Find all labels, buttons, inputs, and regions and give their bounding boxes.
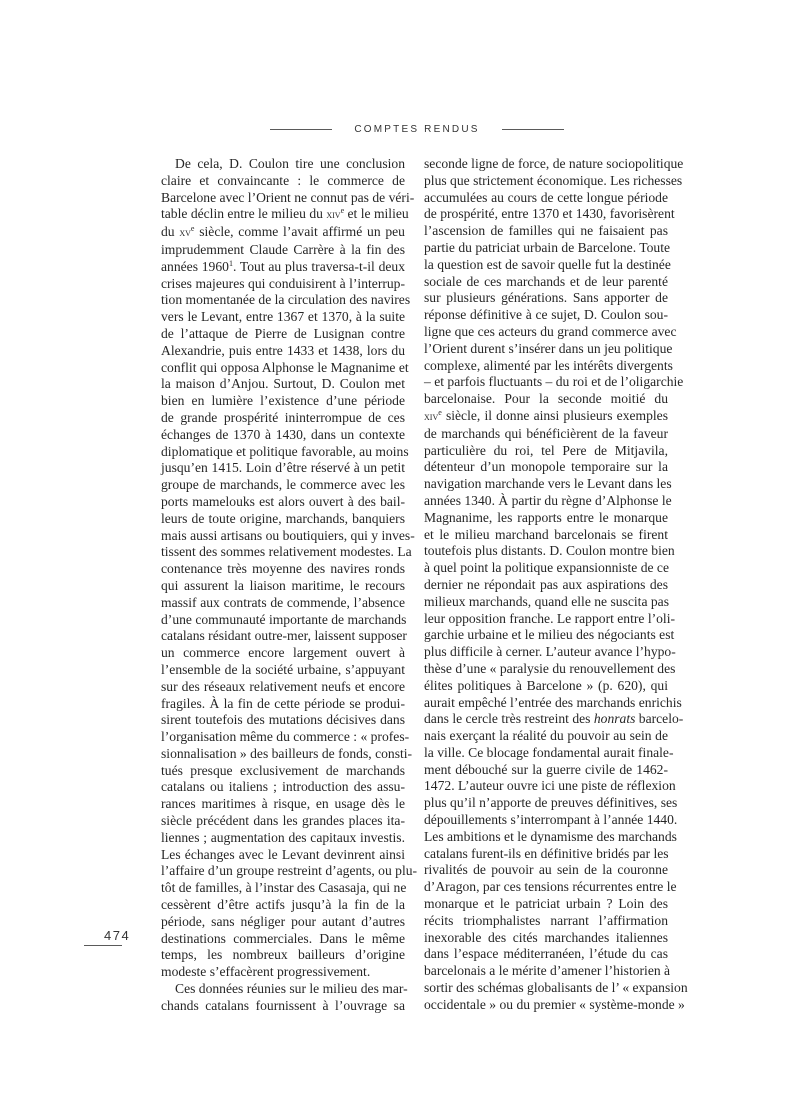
text-line: leur opposition franche. Le rapport entre l’oli- xyxy=(424,610,676,626)
text-line: l’Orient durent s’insérer dans un jeu politique xyxy=(424,340,673,356)
text-line: et le milieu marchand barcelonais se firent xyxy=(424,526,668,542)
text-line: dernier ne répondait pas aux aspirations des xyxy=(424,576,668,592)
text-line: liennes ; augmentation des capitaux investis. xyxy=(161,829,405,845)
text-line: rances maritimes à risque, en usage dès le xyxy=(161,796,405,812)
text-line: nais exerçant la réalité du pouvoir au sein de xyxy=(424,728,668,744)
text-line: sionnalisation » des bailleurs de fonds, consti- xyxy=(161,745,413,761)
text-line: cessèrent d’être actifs jusqu’à la fin de la xyxy=(161,897,405,913)
text-line: rivalités de pouvoir au sein de la couronne xyxy=(424,862,668,878)
text-line: récits triomphalistes narrant l’affirmation xyxy=(424,912,668,928)
text-line: dans le cercle très restreint des honrats barcelo- xyxy=(424,711,684,727)
text-line: chands catalans fournissent à l’ouvrage sa xyxy=(161,997,405,1013)
text-line: milieux marchands, quand elle ne suscita pas xyxy=(424,593,669,609)
text-line: plus que strictement économique. Les richesses xyxy=(424,172,683,188)
text-line: l’organisation même du commerce : « profes- xyxy=(161,729,410,745)
text-line: siècle précédent dans les grandes places ita- xyxy=(161,813,405,829)
text-line: échanges de 1370 à 1430, dans un contexte xyxy=(161,426,405,442)
text-line: De cela, D. Coulon tire une conclusion xyxy=(175,156,405,171)
text-line: élites politiques à Barcelone » (p. 620), qui xyxy=(424,677,668,693)
text-line: réponse définitive à ce sujet, D. Coulon sou- xyxy=(424,307,668,323)
text-line: sortir des schémas globalisants de l’ « expansion xyxy=(424,980,688,996)
text-line: fragiles. À la fin de cette période se produi- xyxy=(161,695,405,711)
text-line: sur des réseaux relativement neufs et encore xyxy=(161,678,405,694)
text-line: modeste s’effacèrent progressivement. xyxy=(161,964,371,980)
text-line: la maison d’Anjou. Surtout, D. Coulon met xyxy=(161,376,405,392)
text-line: navigation marchande vers le Levant dans les xyxy=(424,476,672,492)
text-line: bien en lumière l’existence d’une période xyxy=(161,393,405,409)
footnote-ref: 1 xyxy=(228,258,233,268)
text-line: catalans ou italiens ; introduction des assu- xyxy=(161,779,405,795)
text-line: conflit qui opposa Alphonse le Magnanime et xyxy=(161,359,409,375)
text-line: complexe, alimenté par les intérêts divergents xyxy=(424,357,673,373)
text-line: massif aux contrats de commende, l’absence xyxy=(161,594,405,610)
text-line: de prospérité, entre 1370 et 1430, favorisèrent xyxy=(424,206,675,222)
text-line: plus difficile à cerner. L’auteur avance l’hypo- xyxy=(424,644,676,660)
text-line: table déclin entre le milieu du xiv$^e$ et le milieu xyxy=(161,206,409,222)
text-line: Barcelone avec l’Orient ne connut pas de véri- xyxy=(161,189,415,205)
text-line: thèse d’une « paralysie du renouvellement des xyxy=(424,660,676,676)
header-rule-right xyxy=(502,129,564,130)
text-line: l’ascension de familles qui ne faisaient pas xyxy=(424,223,668,239)
text-line: années 1960$^1$. Tout au plus traversa-t-il deux xyxy=(161,258,406,274)
text-line: xiv$^e$ siècle, il donne ainsi plusieurs exemples xyxy=(424,407,668,423)
paragraph-2-continued xyxy=(424,156,688,1014)
left-column xyxy=(161,156,418,1015)
italic-term: honrats xyxy=(593,711,636,727)
text-line: à quel point la politique expansionniste de ce xyxy=(424,560,669,576)
text-line: temps, les nombreux bailleurs d’origine xyxy=(161,947,405,963)
text-line: tissent des sommes relativement modestes. La xyxy=(161,544,412,560)
right-column xyxy=(424,156,688,1014)
text-line: destinations commerciales. Dans le même xyxy=(161,930,405,946)
text-line: mais aussi artisans ou boutiquiers, qui y inves- xyxy=(161,527,415,543)
text-line: de marchands qui bénéficièrent de la faveur xyxy=(424,425,668,441)
text-line: Ces données réunies sur le milieu des mar- xyxy=(175,981,408,997)
text-line: aurait empêché l’entrée des marchands enrichis xyxy=(424,694,682,710)
text-line: qui assurent la liaison maritime, le recours xyxy=(161,577,405,593)
text-line: toutefois plus distants. D. Coulon montre bien xyxy=(424,543,675,559)
text-line: la ville. Ce blocage fondamental aurait finale- xyxy=(424,744,674,760)
text-line: accumulées au cours de cette longue période xyxy=(424,189,668,205)
text-line: période, sans négliger pour autant d’autres xyxy=(161,913,405,929)
text-line: seconde ligne de force, de nature sociopolitique xyxy=(424,156,684,171)
text-line: un commerce encore largement ouvert à xyxy=(161,645,405,661)
text-line: dépouillements s’interrompant à l’année 1440. xyxy=(424,812,678,828)
text-line: partie du patriciat urbain de Barcelone. Toute xyxy=(424,239,671,255)
text-line: imprudemment Claude Carrère à la fin des xyxy=(161,241,405,257)
text-line: vers le Levant, entre 1367 et 1370, à la suite xyxy=(161,309,405,325)
text-line: crises majeures qui conduisirent à l’interrup- xyxy=(161,275,405,291)
paragraph-2 xyxy=(161,981,408,1015)
text-line: tion momentanée de la circulation des navires xyxy=(161,292,411,308)
page-number: 474 xyxy=(104,928,131,943)
text-line: particulière du roi, tel Pere de Mitjavila, xyxy=(424,442,668,458)
text-line: groupe de marchands, le commerce avec les xyxy=(161,477,405,493)
text-line: catalans furent-ils en définitive bridés par les xyxy=(424,845,669,861)
text-line: de grande prospérité ininterrompue de ces xyxy=(161,409,405,425)
text-line: d’une communauté importante de marchands xyxy=(161,611,407,627)
text-line: du $xv^e$ siècle, comme l’avait affirmé un peu xyxy=(161,224,405,240)
text-line: garchie urbaine et le milieu des négociants est xyxy=(424,627,675,643)
text-line: barcelonais a le mérite d’amener l’historien à xyxy=(424,963,671,979)
text-line: occidentale » ou du premier « système-monde » xyxy=(424,996,685,1012)
text-line: catalans résidant outre-mer, laissent supposer xyxy=(161,628,407,644)
text-line: barcelonaise. Pour la seconde moitié du xyxy=(424,391,668,407)
text-line: diplomatique et politique favorable, au moins xyxy=(161,443,409,459)
page-number-rule xyxy=(84,945,122,946)
text-line: d’Aragon, par ces tensions récurrentes entre le xyxy=(424,879,677,895)
running-header-title: COMPTES RENDUS xyxy=(354,123,480,135)
text-line: – et parfois fluctuants – du roi et de l’oligarchie xyxy=(424,374,684,390)
text-line: inexorable des cités marchandes italiennes xyxy=(424,929,668,945)
text-line: l’ensemble de la société urbaine, s’appuyant xyxy=(161,661,405,677)
text-line: ports mamelouks est alors ouvert à des bail- xyxy=(161,493,405,509)
running-header xyxy=(270,121,564,137)
text-line: monarque et le patriciat urbain ? Loin des xyxy=(424,896,668,912)
text-line: années 1340. À partir du règne d’Alphonse le xyxy=(424,492,672,508)
text-line: sur plusieurs générations. Sans apporter de xyxy=(424,290,668,306)
header-rule-left xyxy=(270,129,332,130)
text-line: de l’attaque de Pierre de Lusignan contre xyxy=(161,325,405,341)
text-line: la question est de savoir quelle fut la destinée xyxy=(424,256,671,272)
text-line: sociale de ces marchands et de leur parenté xyxy=(424,273,668,289)
text-line: Magnanime, les rapports entre le monarque xyxy=(424,509,668,525)
text-line: Les échanges avec le Levant devinrent ainsi xyxy=(161,846,405,862)
text-line: tôt de familles, à l’instar des Casasaja, qui ne xyxy=(161,880,407,896)
text-line: jusqu’en 1415. Loin d’être réservé à un petit xyxy=(161,460,405,476)
text-line: claire et convaincante : le commerce de xyxy=(161,172,405,188)
text-line: ligne que ces acteurs du grand commerce avec xyxy=(424,323,677,339)
text-line: Alexandrie, puis entre 1433 et 1438, lors du xyxy=(161,342,405,358)
text-line: contenance très moyenne des navires ronds xyxy=(161,561,405,577)
text-line: ment débouché sur la guerre civile de 1462- xyxy=(424,761,668,777)
text-line: dans l’espace méditerranéen, l’étude du cas xyxy=(424,946,668,962)
text-line: Les ambitions et le dynamisme des marchands xyxy=(424,828,677,844)
text-line: détenteur d’un monopole temporaire sur la xyxy=(424,459,668,475)
text-line: l’affaire d’un groupe restreint d’agents, ou plu- xyxy=(161,863,418,879)
text-line: plus qu’il n’apporte de preuves définitives, ses xyxy=(424,795,678,811)
text-line: sirent toutefois des mutations décisives dans xyxy=(161,712,405,728)
text-line: tués presque exclusivement de marchands xyxy=(161,762,405,778)
paragraph-1 xyxy=(161,156,418,981)
text-line: 1472. L’auteur ouvre ici une piste de réflexion xyxy=(424,778,676,794)
text-line: leurs de toute origine, marchands, banquiers xyxy=(161,510,405,526)
